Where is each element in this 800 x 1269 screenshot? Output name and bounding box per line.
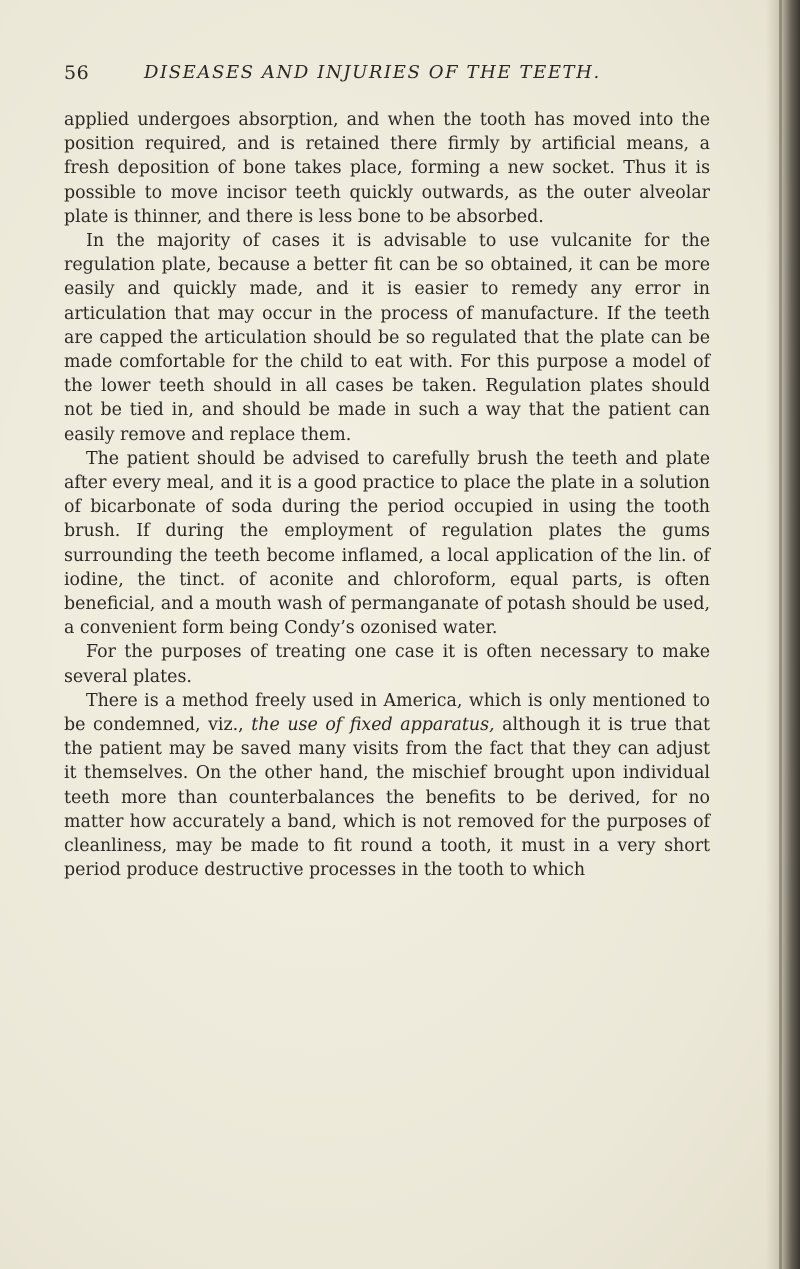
page-header — [64, 62, 704, 92]
paragraph-2: In the majority of cases it is advisable to use vulcanite for the regulation plate, because a better fit can be so obtained, it can be more easily and quickly made, and it is easier to remedy any error in articulation that may occur in the process of manufacture. If the teeth are capped the articulation should be so regulated that the plate can be made comfortable for the child to eat with. For this purpose a model of the lower teeth should in all cases be taken. Regulation plates should not be tied in, and should be made in such a way that the patient can easily remove and replace them. — [64, 231, 710, 445]
paragraph-1: applied undergoes absorption, and when the tooth has moved into the position required, and is retained there firmly by artificial means, a fresh deposition of bone takes place, forming a new socket. Thus it is possible to move incisor teeth quickly outwards, as the outer alveolar plate is thinner, and there is less bone to be absorbed. — [64, 110, 710, 227]
running-head: DISEASES AND INJURIES OF THE TEETH. — [144, 62, 601, 83]
binding-edge-shadow — [766, 0, 800, 1269]
paragraph-5-italic: the use of fixed apparatus, — [251, 715, 495, 736]
body-text — [64, 108, 710, 883]
paragraph-5 — [64, 689, 710, 883]
page-number: 56 — [64, 62, 90, 84]
paragraph-5-end: although it is true that the patient may be saved many visits from the fact that they can adjust it themselves. On the other hand, the mischief brought upon individual teeth more than counterbalances the benefits to be derived, for no matter how accurately a band, which is not removed for the purposes of cleanliness, may be made to fit round a tooth, it must in a very short period produce destructive processes in the tooth to which — [64, 715, 711, 881]
paragraph-5-start: There is a method freely used in America, which is only mentioned to be condemned, viz., — [64, 690, 710, 736]
paragraph-4: For the purposes of treating one case it is often necessary to make several plates. — [64, 642, 710, 687]
binding-edge-line — [779, 0, 782, 1269]
paragraph-3: The patient should be advised to carefully brush the teeth and plate after every meal, and it is a good practice to place the plate in a solution of bicarbonate of soda during the period occupied in using the tooth brush. If during the employment of regulation plates the gums surrounding the teeth become inflamed, a local application of the lin. of iodine, the tinct. of aconite and chloroform, equal parts, is often beneficial, and a mouth wash of permanganate of potash should be used, a convenient form being Condy’s ozonised water. — [64, 448, 710, 639]
